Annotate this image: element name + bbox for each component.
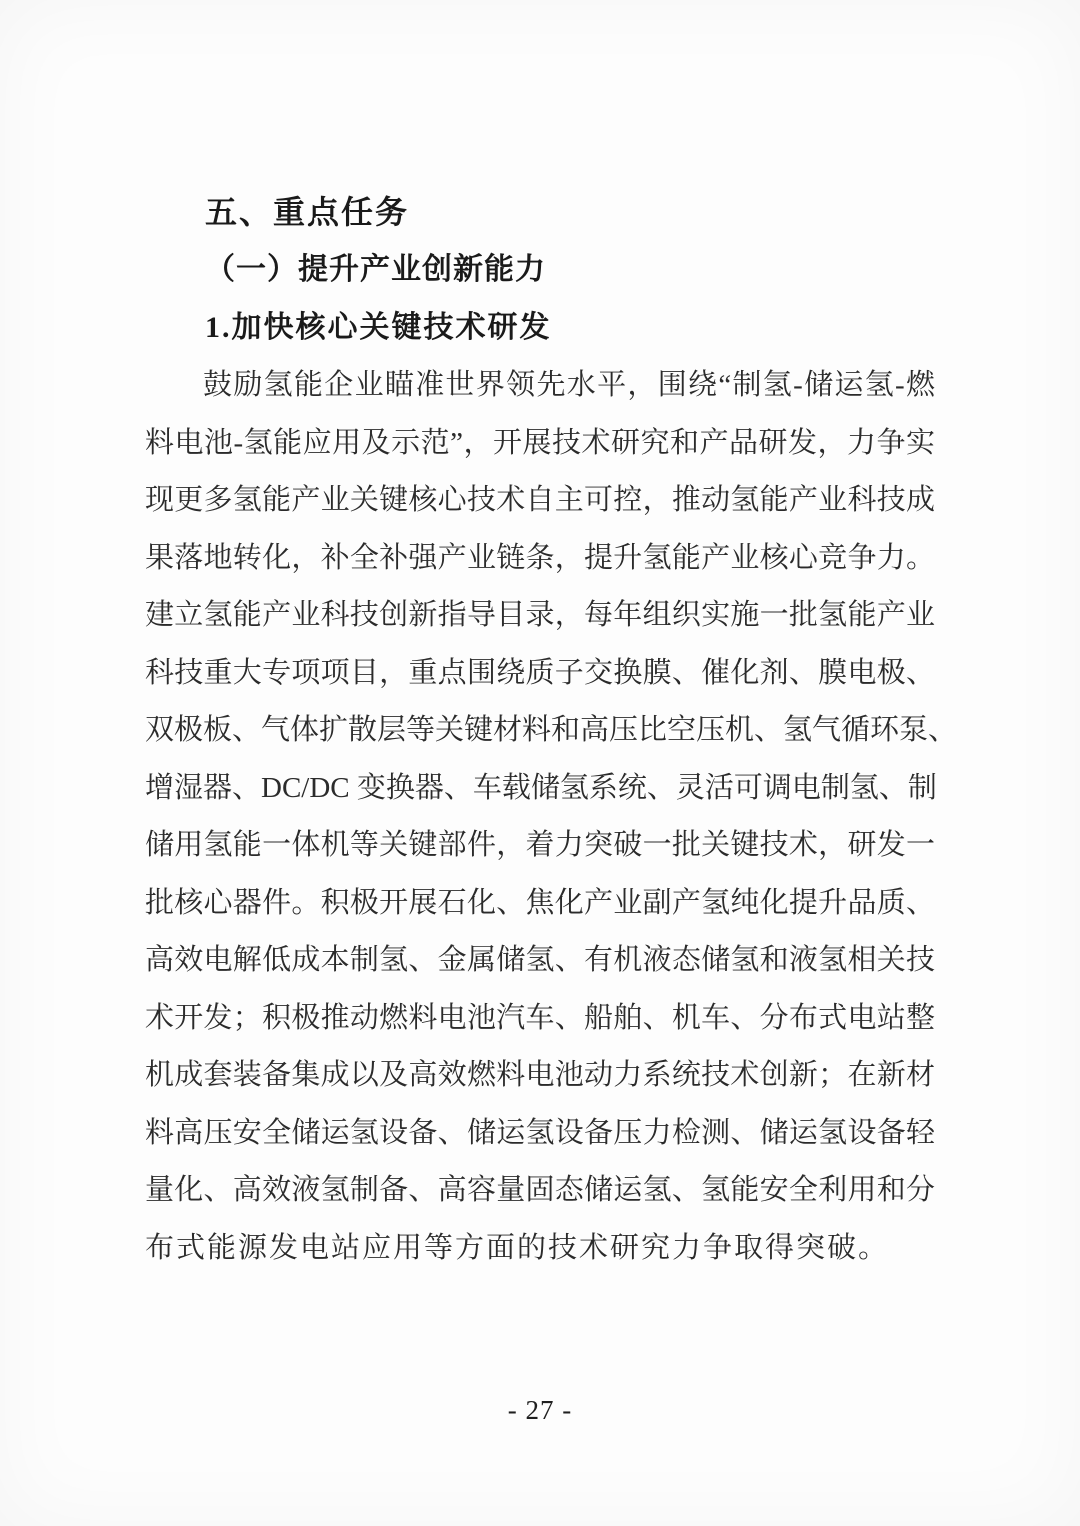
paragraph-line: 机成套装备集成以及高效燃料电池动力系统技术创新；在新材 bbox=[145, 1059, 935, 1091]
section-heading-level1: 五、重点任务 bbox=[205, 194, 410, 230]
page-number: - 27 - bbox=[507, 1395, 573, 1425]
paragraph-line: 高效电解低成本制氢、金属储氢、有机液态储氢和液氢相关技 bbox=[145, 944, 935, 976]
body-paragraph bbox=[145, 357, 958, 1277]
section-heading-level2: （一）提升产业创新能力 bbox=[205, 253, 546, 286]
section-heading-level3: 1.加快核心关键技术研发 bbox=[205, 311, 552, 344]
paragraph-line: 果落地转化，补全补强产业链条，提升氢能产业核心竞争力。 bbox=[145, 541, 935, 574]
paragraph-line: 科技重大专项项目，重点围绕质子交换膜、催化剂、膜电极、 bbox=[145, 656, 935, 689]
paragraph-line: 建立氢能产业科技创新指导目录，每年组织实施一批氢能产业 bbox=[145, 599, 935, 631]
paragraph-line: 储用氢能一体机等关键部件，着力突破一批关键技术，研发一 bbox=[145, 829, 935, 861]
paragraph-line: 量化、高效液氢制备、高容量固态储运氢、氢能安全利用和分 bbox=[145, 1174, 935, 1206]
paragraph-line: 批核心器件。积极开展石化、焦化产业副产氢纯化提升品质、 bbox=[145, 886, 935, 919]
paragraph-line: 料高压安全储运氢设备、储运氢设备压力检测、储运氢设备轻 bbox=[145, 1116, 935, 1149]
paragraph-line: 现更多氢能产业关键核心技术自主可控，推动氢能产业科技成 bbox=[145, 484, 935, 516]
paragraph-line: 双极板、气体扩散层等关键材料和高压比空压机、氢气循环泵、 bbox=[145, 714, 958, 746]
paragraph-line: 布式能源发电站应用等方面的技术研究力争取得突破。 bbox=[145, 1231, 890, 1264]
paragraph-line: 鼓励氢能企业瞄准世界领先水平，围绕“制氢-储运氢-燃 bbox=[203, 369, 935, 401]
paragraph-line: 术开发；积极推动燃料电池汽车、船舶、机车、分布式电站整 bbox=[145, 1001, 935, 1034]
paragraph-line: 增湿器、DC/DC 变换器、车载储氢系统、灵活可调电制氢、制 bbox=[145, 771, 937, 804]
paragraph-line: 料电池-氢能应用及示范”，开展技术研究和产品研发，力争实 bbox=[145, 426, 935, 459]
